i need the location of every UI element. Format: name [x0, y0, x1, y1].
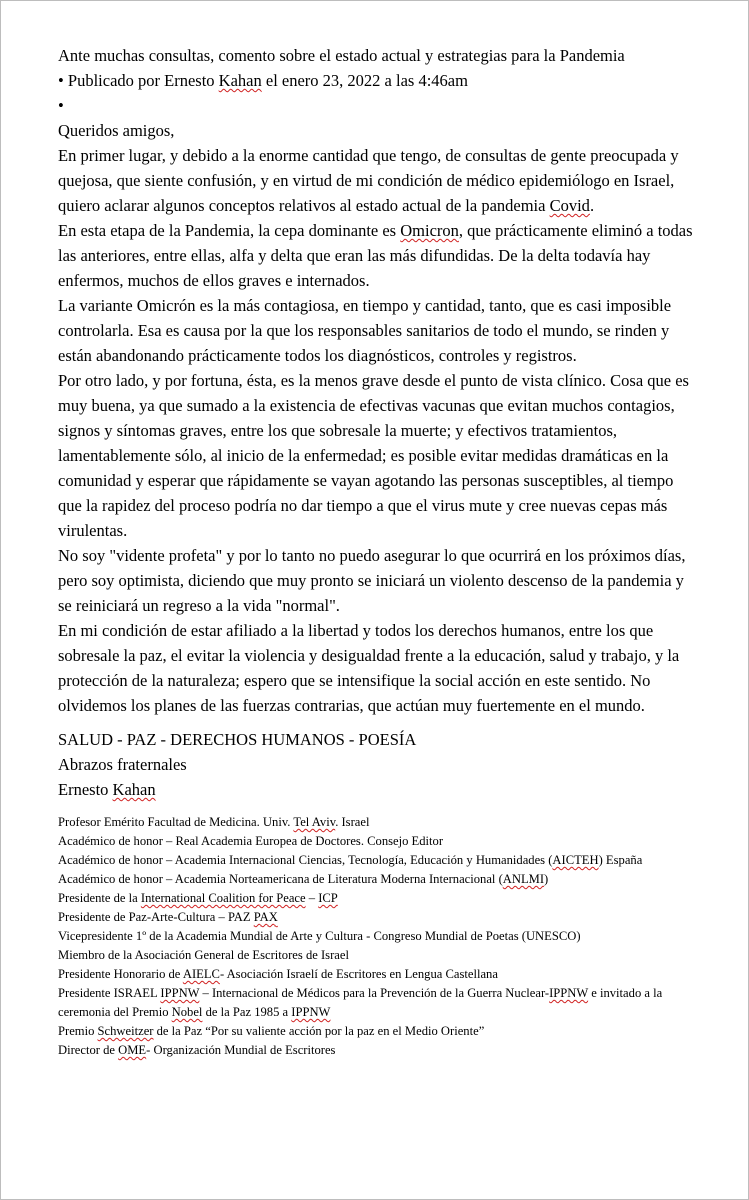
paragraph-2: En esta etapa de la Pandemia, la cepa dominante es Omicron, que prácticamente eliminó a todas las anteriores, entre ellas, alfa y delta que eran las más difundidas. De la delta todavía hay enfermos, muchos de ellos graves e internados. [58, 221, 693, 290]
credential-item: Director de OME- Organización Mundial de Escritores [58, 1043, 336, 1057]
article-title: Ante muchas consultas, comento sobre el estado actual y estrategias para la Pandemia [58, 46, 625, 65]
signature-name: Ernesto Kahan [58, 780, 156, 799]
paragraph-4: Por otro lado, y por fortuna, ésta, es la menos grave desde el punto de vista clínico. Cosa que es muy buena, ya que sumado a la existencia de efectivas vacunas que evitan muchos contagios, signos y síntomas graves, entre los que sobresale la muerte; y efectivos tratamientos, lamentablemente sólo, al inicio de la enfermedad; es posible evitar medidas dramáticas en la comunidad y esperar que rápidamente se vayan agotando las personas susceptibles, al tiempo que la rapidez del proceso podría no dar tiempo a que el virus mute y cree nuevas cepas más virulentas. [58, 371, 689, 540]
paragraph-5: No soy "vidente profeta" y por lo tanto no puedo asegurar lo que ocurrirá en los próximos días, pero soy optimista, diciendo que muy pronto se iniciará un violento descenso de la pandemia y se reiniciará un regreso a la vida "normal". [58, 546, 686, 615]
document-content [58, 43, 698, 1060]
credential-item: Académico de honor – Academia Norteamericana de Literatura Moderna Internacional (ANLMI) [58, 872, 549, 886]
credential-item: Presidente de la International Coalition for Peace – ICP [58, 891, 338, 905]
credential-item: Presidente de Paz-Arte-Cultura – PAZ PAX [58, 910, 278, 924]
credential-item: Académico de honor – Academia Internacional Ciencias, Tecnología, Educación y Humanidades (AICTEH) España [58, 853, 643, 867]
paragraph-1: En primer lugar, y debido a la enorme cantidad que tengo, de consultas de gente preocupada y quejosa, que siente confusión, y en virtud de mi condición de médico epidemiólogo en Israel, quiero aclarar algunos conceptos relativos al estado actual de la pandemia Covid. [58, 146, 679, 215]
paragraph-6: En mi condición de estar afiliado a la libertad y todos los derechos humanos, entre los que sobresale la paz, el evitar la violencia y desigualdad frente a la educación, salud y trabajo, y la protección de la naturaleza; espero que se intensifique la social acción en este sentido. No olvidemos los planes de las fuerzas contrarias, que actúan muy fuertemente en el mundo. [58, 621, 680, 715]
bullet-empty: • [58, 96, 64, 115]
signature-block [58, 727, 698, 802]
credential-item: Miembro de la Asociación General de Escritores de Israel [58, 948, 349, 962]
closing: Abrazos fraternales [58, 755, 187, 774]
credential-item: Presidente Honorario de AIELC- Asociación Israelí de Escritores en Lengua Castellana [58, 967, 498, 981]
credential-item: Vicepresidente 1º de la Academia Mundial de Arte y Cultura - Congreso Mundial de Poetas (UNESCO) [58, 929, 581, 943]
author-name: Kahan [218, 71, 262, 90]
paragraph-3: La variante Omicrón es la más contagiosa, en tiempo y cantidad, tanto, que es casi imposible controlarla. Esa es causa por la que los responsables sanitarios de todo el mundo, se rinden y están abandonando prácticamente todos los diagnósticos, controles y registros. [58, 296, 672, 365]
credential-item: Premio Schweitzer de la Paz “Por su valiente acción por la paz en el Medio Oriente” [58, 1024, 485, 1038]
motto: SALUD - PAZ - DERECHOS HUMANOS - POESÍA [58, 730, 417, 749]
credentials-list [58, 813, 698, 1060]
credential-item: Profesor Emérito Facultad de Medicina. Univ. Tel Aviv. Israel [58, 815, 370, 829]
article-body [58, 43, 698, 718]
credential-item: Académico de honor – Real Academia Europea de Doctores. Consejo Editor [58, 834, 444, 848]
greeting: Queridos amigos, [58, 121, 175, 140]
byline: • Publicado por Ernesto Kahan el enero 23, 2022 a las 4:46am [58, 71, 468, 90]
credential-item: Presidente ISRAEL IPPNW – Internacional de Médicos para la Prevención de la Guerra Nuclear-IPPNW e invitado a la ceremonia del Premio Nobel de la Paz 1985 a IPPNW [58, 986, 663, 1019]
